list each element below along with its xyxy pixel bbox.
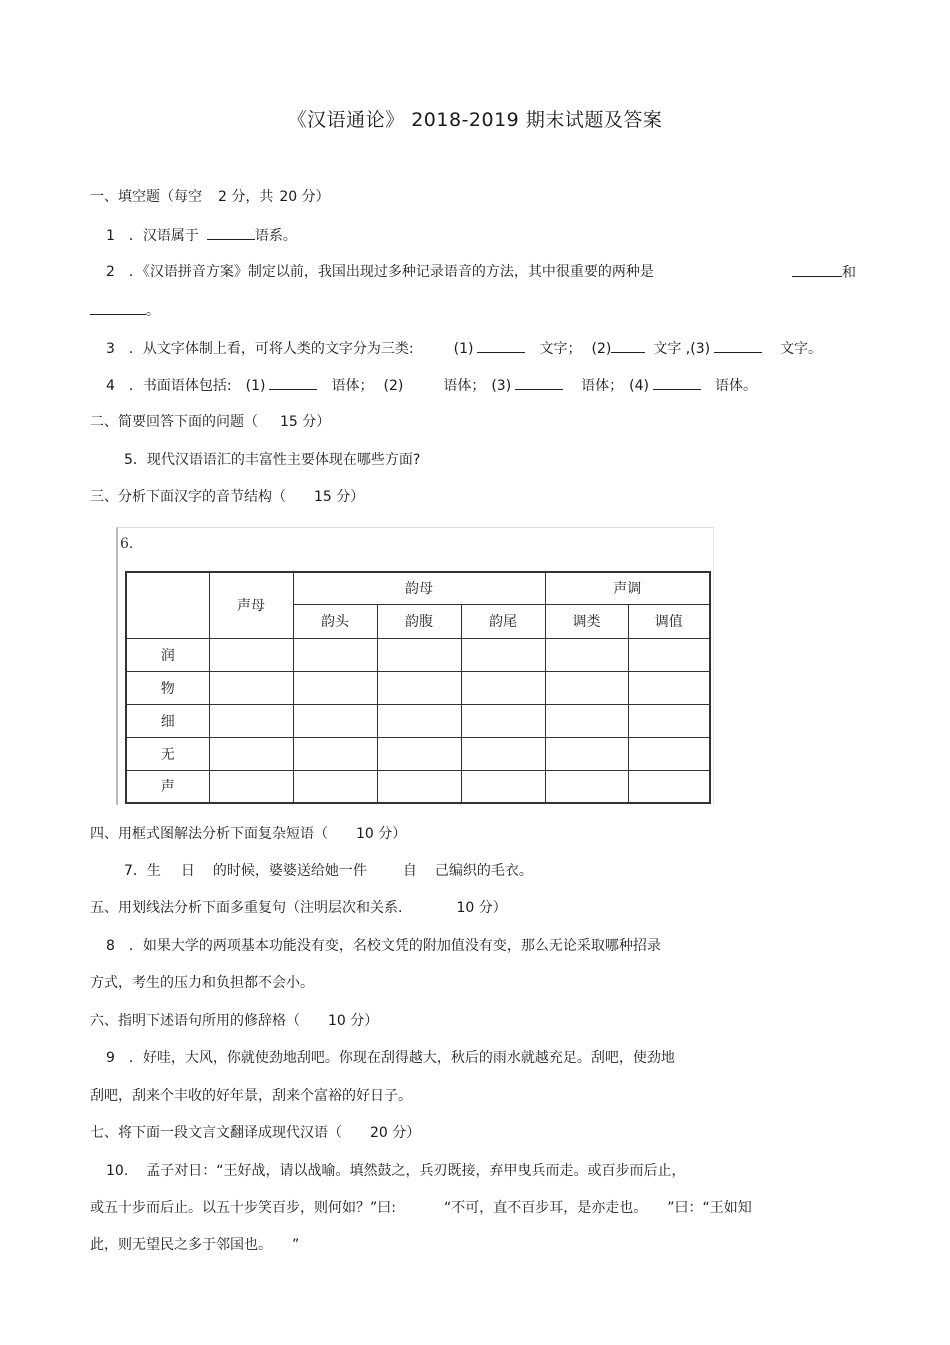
row-char: 细	[126, 704, 209, 737]
section-5-heading: 五、用划线法分析下面多重复句（注明层次和关系. 10 分）	[90, 900, 507, 916]
question-9: 9 ．好哇，大风，你就使劲地刮吧。你现在刮得越大，秋后的雨水就越充足。刮吧，使劲地	[106, 1050, 675, 1066]
answer-cell[interactable]	[545, 671, 628, 704]
answer-cell[interactable]	[209, 638, 293, 671]
question-5: 5．现代汉语语汇的丰富性主要体现在哪些方面?	[124, 452, 421, 468]
row-char: 润	[126, 638, 209, 671]
answer-cell[interactable]	[461, 770, 545, 803]
question-9-cont: 刮吧，刮来个丰收的好年景，刮来个富裕的好日子。	[90, 1088, 412, 1104]
answer-cell[interactable]	[209, 704, 293, 737]
answer-blank[interactable]	[611, 338, 645, 353]
section-2-heading: 二、简要回答下面的问题（ 15 分）	[90, 414, 331, 430]
header-yunfu: 韵腹	[377, 604, 461, 638]
answer-cell[interactable]	[545, 737, 628, 770]
section-4-heading: 四、用框式图解法分析下面复杂短语（ 10 分）	[90, 826, 407, 842]
answer-cell[interactable]	[377, 737, 461, 770]
answer-cell[interactable]	[628, 638, 710, 671]
answer-cell[interactable]	[377, 671, 461, 704]
answer-blank[interactable]	[792, 262, 842, 277]
page-title: 《汉语通论》 2018-2019 期末试题及答案	[287, 109, 663, 131]
answer-cell[interactable]	[461, 638, 545, 671]
question-2-blank-1: 和	[792, 262, 856, 283]
section-3-heading: 三、分析下面汉字的音节结构（ 15 分）	[90, 489, 365, 505]
answer-blank[interactable]	[714, 338, 762, 353]
row-char: 无	[126, 737, 209, 770]
header-diaolei: 调类	[545, 604, 628, 638]
answer-cell[interactable]	[293, 671, 377, 704]
answer-blank[interactable]	[90, 300, 146, 315]
answer-cell[interactable]	[293, 737, 377, 770]
figure-number: 6.	[120, 536, 134, 552]
header-yunwei: 韵尾	[461, 604, 545, 638]
answer-cell[interactable]	[461, 737, 545, 770]
answer-cell[interactable]	[628, 770, 710, 803]
header-shengmu: 声母	[209, 572, 293, 638]
question-2: 2 ．《汉语拼音方案》制定以前，我国出现过多种记录语音的方法，其中很重要的两种是	[106, 264, 654, 280]
header-shengdiao: 声调	[545, 572, 710, 604]
question-4: 4 ．书面语体包括: (1) 语体； (2) 语体； (3) 语体； (4) 语体。	[106, 375, 757, 396]
answer-blank[interactable]	[653, 375, 701, 390]
answer-cell[interactable]	[461, 704, 545, 737]
row-char: 声	[126, 770, 209, 803]
row-char: 物	[126, 671, 209, 704]
question-10-cont-1: 或五十步而后止。以五十步笑百步，则何如？”曰: “不可，直不百步耳，是亦走也。 ”曰：“王如知	[90, 1200, 752, 1216]
answer-cell[interactable]	[545, 638, 628, 671]
question-3: 3 ．从文字体制上看，可将人类的文字分为三类: (1) 文字； (2) 文字 ,(3) 文字。	[106, 338, 822, 359]
answer-blank[interactable]	[515, 375, 563, 390]
answer-cell[interactable]	[293, 704, 377, 737]
section-1-heading: 一、填空题（每空 2 分，共 20 分）	[90, 189, 330, 205]
header-yunmu: 韵母	[293, 572, 545, 604]
syllable-table-figure	[116, 527, 714, 805]
answer-cell[interactable]	[377, 638, 461, 671]
corner-cell	[126, 572, 209, 638]
section-7-heading: 七、将下面一段文言文翻译成现代汉语（ 20 分）	[90, 1125, 421, 1141]
header-diaozhi: 调值	[628, 604, 710, 638]
answer-cell[interactable]	[545, 770, 628, 803]
answer-cell[interactable]	[293, 770, 377, 803]
question-10: 10. 孟子对日：“王好战，请以战喻。填然鼓之，兵刃既接，弃甲曳兵而走。或百步而后止，	[106, 1163, 686, 1179]
answer-cell[interactable]	[209, 737, 293, 770]
answer-cell[interactable]	[628, 704, 710, 737]
question-8-cont: 方式，考生的压力和负担都不会小。	[90, 975, 314, 991]
answer-cell[interactable]	[209, 770, 293, 803]
answer-cell[interactable]	[628, 737, 710, 770]
question-8: 8 ．如果大学的两项基本功能没有变，名校文凭的附加值没有变，那么无论采取哪种招录	[106, 938, 661, 954]
answer-cell[interactable]	[545, 704, 628, 737]
answer-blank[interactable]	[477, 338, 525, 353]
answer-cell[interactable]	[209, 671, 293, 704]
answer-blank[interactable]	[207, 225, 255, 240]
question-1: 1 ．汉语属于 语系。	[106, 225, 297, 246]
answer-cell[interactable]	[377, 770, 461, 803]
syllable-structure-table	[125, 571, 711, 804]
answer-blank[interactable]	[269, 375, 317, 390]
answer-cell[interactable]	[293, 638, 377, 671]
answer-cell[interactable]	[461, 671, 545, 704]
question-7: 7．生 日 的时候，婆婆送给她一件 自 己编织的毛衣。	[124, 863, 533, 879]
section-6-heading: 六、指明下述语句所用的修辞格（ 10 分）	[90, 1013, 379, 1029]
question-2-blank-2: 。	[90, 300, 160, 321]
question-10-cont-2: 此，则无望民之多于邻国也。 ”	[90, 1237, 300, 1253]
answer-cell[interactable]	[377, 704, 461, 737]
header-yuntou: 韵头	[293, 604, 377, 638]
answer-cell[interactable]	[628, 671, 710, 704]
